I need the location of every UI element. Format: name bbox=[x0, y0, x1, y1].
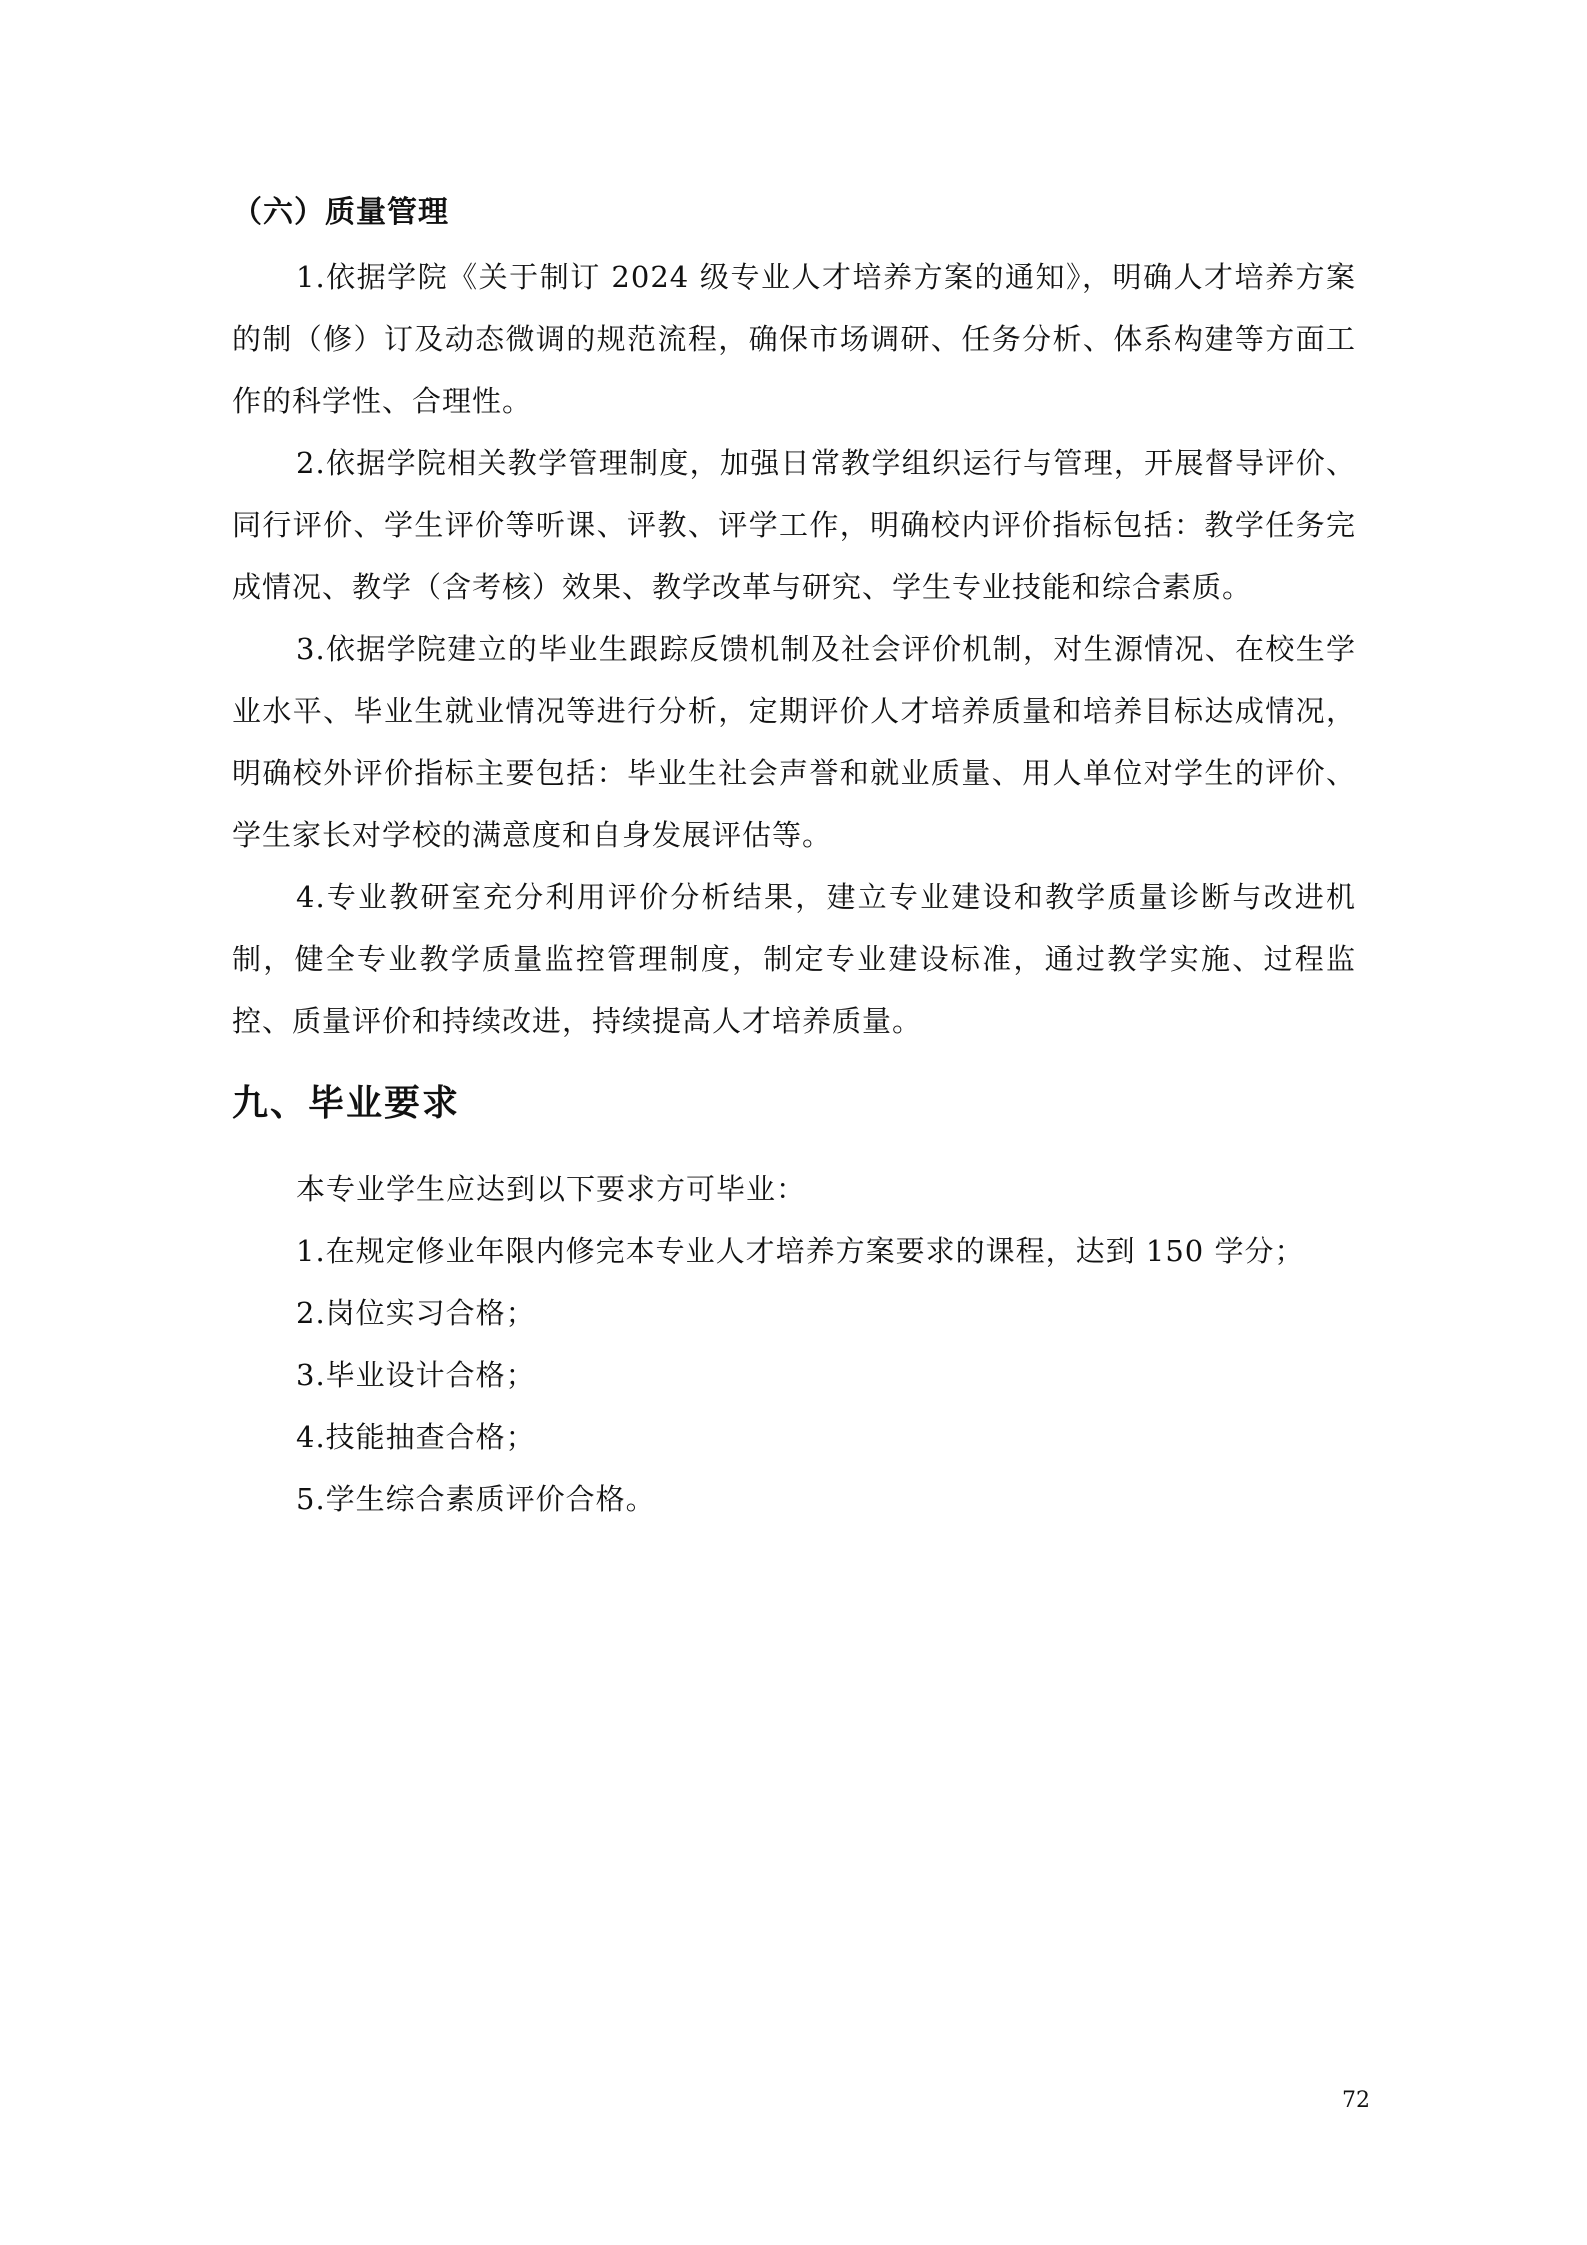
requirement-item-5: 5.学生综合素质评价合格。 bbox=[296, 1482, 656, 1516]
quality-management-heading: （六）质量管理 bbox=[232, 195, 449, 230]
requirement-item-3: 3.毕业设计合格； bbox=[296, 1358, 536, 1392]
graduation-requirements-list bbox=[232, 1158, 1356, 1530]
quality-paragraph-4: 4.专业教研室充分利用评价分析结果，建立专业建设和教学质量诊断与改进机制，健全专业教学质量监控管理制度，制定专业建设标准，通过教学实施、过程监控、质量评价和持续改进，持续提高人才培养质量。 bbox=[232, 880, 1356, 1038]
quality-paragraph-1: 1.依据学院《关于制订 2024 级专业人才培养方案的通知》，明确人才培养方案的制（修）订及动态微调的规范流程，确保市场调研、任务分析、体系构建等方面工作的科学性、合理性。 bbox=[232, 260, 1356, 418]
page-content bbox=[232, 188, 1356, 1530]
requirement-item-4: 4.技能抽查合格； bbox=[296, 1420, 536, 1454]
page-number: 72 bbox=[1342, 2088, 1370, 2113]
graduation-requirements-heading: 九、毕业要求 bbox=[232, 1083, 461, 1124]
quality-paragraph-2: 2.依据学院相关教学管理制度，加强日常教学组织运行与管理，开展督导评价、同行评价、学生评价等听课、评教、评学工作，明确校内评价指标包括：教学任务完成情况、教学（含考核）效果、教学改革与研究、学生专业技能和综合素质。 bbox=[232, 446, 1356, 604]
requirement-item-2: 2.岗位实习合格； bbox=[296, 1296, 536, 1330]
requirement-item-1: 1.在规定修业年限内修完本专业人才培养方案要求的课程，达到 150 学分； bbox=[296, 1234, 1305, 1268]
quality-paragraph-3: 3.依据学院建立的毕业生跟踪反馈机制及社会评价机制，对生源情况、在校生学业水平、毕业生就业情况等进行分析，定期评价人才培养质量和培养目标达成情况，明确校外评价指标主要包括：毕业生社会声誉和就业质量、用人单位对学生的评价、学生家长对学校的满意度和自身发展评估等。 bbox=[232, 632, 1356, 852]
graduation-intro: 本专业学生应达到以下要求方可毕业： bbox=[296, 1172, 807, 1206]
